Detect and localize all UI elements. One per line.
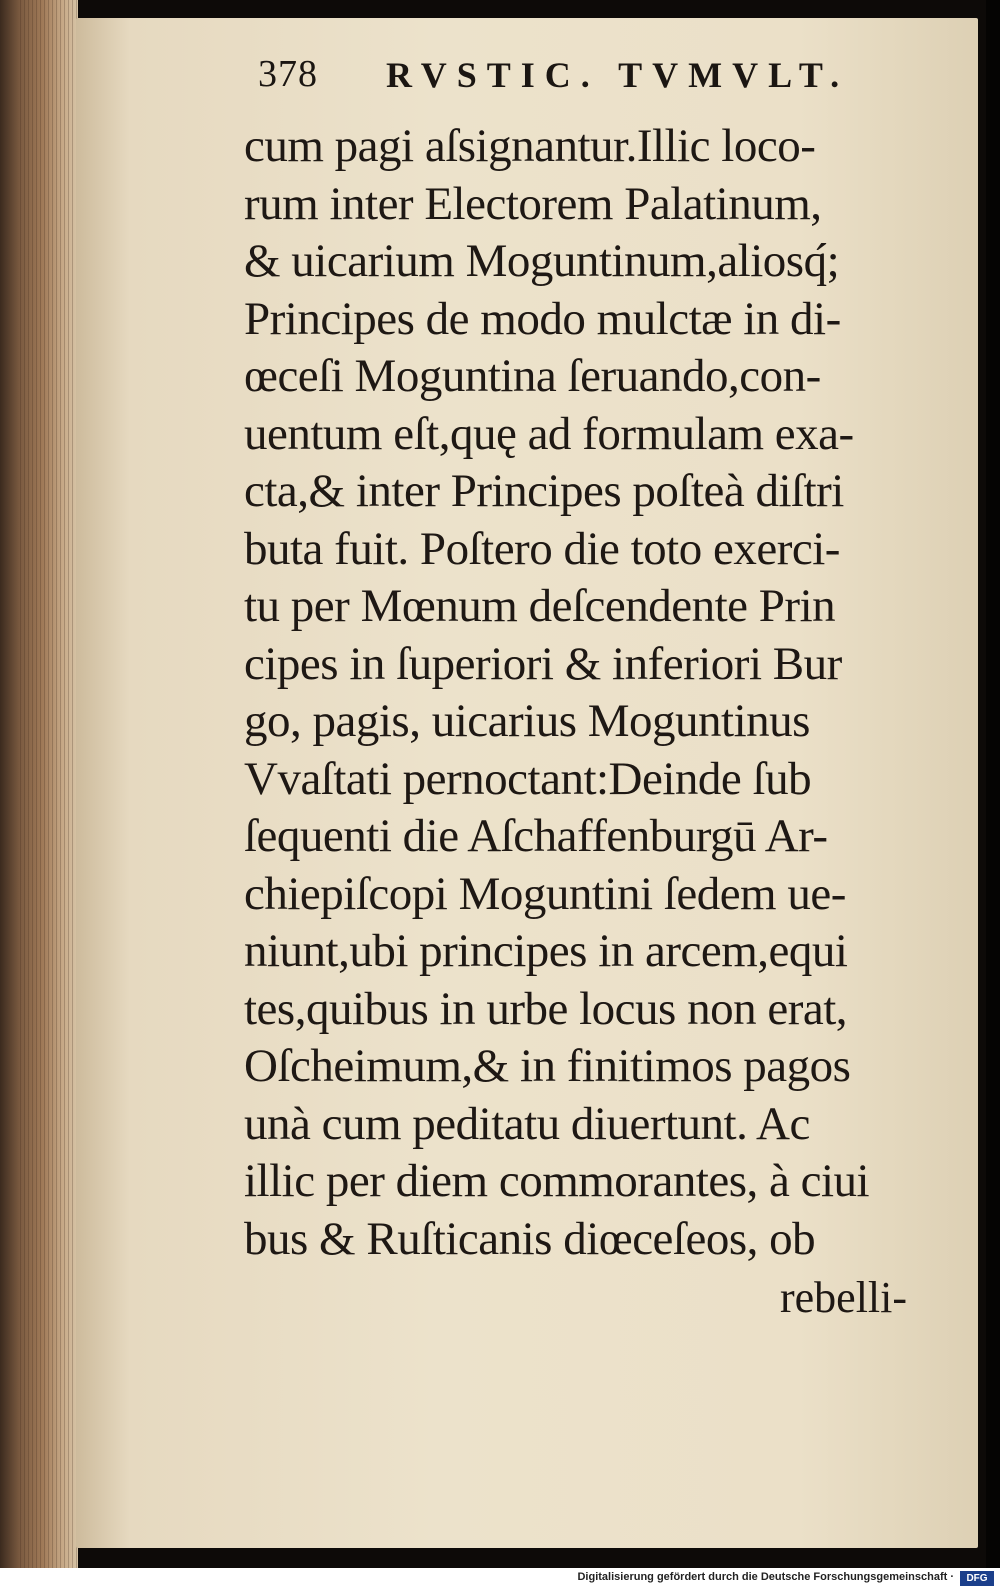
footer-credit: Digitalisierung gefördert durch die Deutsche Forschungsgemeinschaft · <box>577 1571 954 1583</box>
text-line: Vvaſtati pernoctant:Deinde ſub <box>244 752 812 805</box>
dfg-logo: DFG <box>960 1571 994 1586</box>
text-line: go, pagis, uicarius Moguntinus <box>244 695 810 747</box>
text-line: rum inter Electorem Palatinum, <box>244 177 822 230</box>
text-line: buta fuit. Poſtero die toto exerci- <box>244 522 840 575</box>
text-line: œceſi Moguntina ſeruando,con- <box>244 350 821 402</box>
scan-border-right <box>986 0 1000 1568</box>
running-head <box>258 52 858 112</box>
footer-bar <box>0 1568 1000 1590</box>
page-number: 378 <box>258 53 318 95</box>
text-line: uentum eſt,quę ad formulam exa- <box>244 407 854 460</box>
body-text <box>244 118 944 1268</box>
text-line: & uicarium Moguntinum,aliosq́; <box>244 235 840 287</box>
text-line: niunt,ubi principes in arcem,equi <box>244 925 848 977</box>
text-line: ſequenti die Aſchaffenburgū Ar- <box>244 810 828 862</box>
text-line: tes,quibus in urbe locus non erat, <box>244 982 848 1035</box>
text-line: chiepiſcopi Moguntini ſedem ue- <box>244 867 846 920</box>
text-line: Principes de modo mulctæ in di- <box>244 292 841 345</box>
text-line: Oſcheimum,& in finitimos pagos <box>244 1040 851 1092</box>
text-line: cta,& inter Principes poſteà diſtri <box>244 465 844 517</box>
text-line: cum pagi aſsignantur.Illic loco- <box>244 120 816 172</box>
text-line: tu per Mœnum deſcendente Prin <box>244 580 836 632</box>
text-line: cipes in ſuperiori & inferiori Bur <box>244 637 842 690</box>
catchword: rebelli- <box>780 1273 908 1322</box>
text-line: bus & Ruſticanis diœceſeos, ob <box>244 1212 816 1265</box>
text-line: illic per diem commorantes, à ciui <box>244 1155 870 1207</box>
running-title: RVSTIC. TVMVLT. <box>386 55 850 95</box>
page-edge-texture <box>20 0 78 1568</box>
text-line: unà cum peditatu diuertunt. Ac <box>244 1097 810 1150</box>
